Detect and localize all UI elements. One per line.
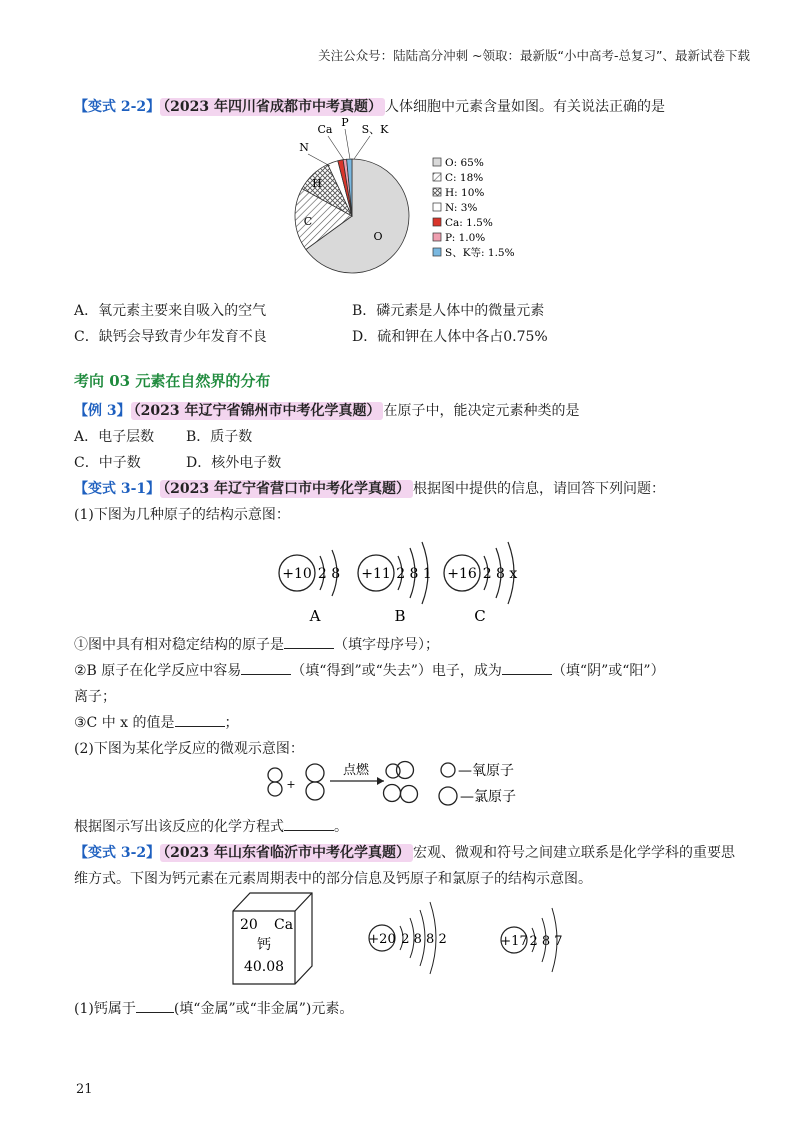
product-molecules <box>384 762 418 803</box>
pie-slice-label: N <box>299 141 309 154</box>
atom-b <box>358 542 432 625</box>
part-3-end: 。 <box>334 819 348 835</box>
legend-label: —氧原子 <box>458 763 514 779</box>
part-3-text: 根据图示写出该反应的化学方程式 <box>74 819 284 835</box>
element-symbol: Ca <box>274 917 294 933</box>
legend-swatch <box>433 158 441 166</box>
option-d: D．硫和钾在人体中各占0.75% <box>352 329 548 345</box>
option-a: A．氧元素主要来自吸入的空气 <box>74 303 267 319</box>
part-1-hint: (填“金属”或“非金属”)元素。 <box>173 1001 354 1017</box>
answer-blank[interactable] <box>175 713 225 727</box>
reactant-chlorine-molecule <box>306 764 324 800</box>
legend-swatch <box>433 188 441 196</box>
atom-a <box>279 550 340 625</box>
atom-c <box>444 542 517 625</box>
atom-structure-diagrams <box>270 528 550 628</box>
pie-slice-label: P <box>341 118 349 129</box>
option-d: D．核外电子数 <box>186 455 282 471</box>
nucleus-charge: +11 <box>361 566 391 582</box>
pie-slice-label: S、K <box>361 123 389 136</box>
pie-slice-label: H <box>312 177 322 190</box>
pie-slice-label: Ca <box>317 123 333 136</box>
question-tag: 【变式 3-2】 <box>74 845 161 861</box>
pie-slice-label: C <box>303 215 313 228</box>
nucleus-charge: +17 <box>500 934 528 949</box>
shell-electrons: 2 8 8 2 <box>401 932 447 947</box>
plus-sign: + <box>286 778 296 791</box>
arrow-head-icon <box>377 777 384 785</box>
option-c: C．中子数 <box>74 455 141 471</box>
part-3 <box>74 816 348 836</box>
question-text: 根据图中提供的信息，请回答下列问题： <box>413 481 666 497</box>
question-source: （2023 年辽宁省营口市中考化学真题） <box>160 480 413 498</box>
question-source: （2023 年山东省临沂市中考化学真题） <box>160 844 413 862</box>
section-title: 考向 03 元素在自然界的分布 <box>74 372 271 390</box>
legend-label: —氯原子 <box>460 789 516 805</box>
shell-electrons: 2 8 <box>317 566 341 582</box>
reactant-oxygen-molecule <box>268 768 282 796</box>
legend-entry: Ca: 1.5% <box>445 217 493 229</box>
reaction-micro-diagram <box>260 758 560 810</box>
legend-chlorine <box>439 787 516 805</box>
page-number: 21 <box>76 1082 93 1097</box>
periodic-table-cell-calcium <box>230 888 314 988</box>
atom-label: B <box>394 607 406 625</box>
atom-label: C <box>474 607 486 625</box>
answer-blank[interactable] <box>284 635 334 649</box>
answer-blank[interactable] <box>284 817 334 831</box>
question-text: 宏观、微观和符号之间建立联系是化学学科的重要思 <box>413 845 736 861</box>
legend-entry: H: 10% <box>445 187 485 199</box>
element-name: 钙 <box>257 937 271 953</box>
subquestion-text: ③C 中 x 的值是 <box>74 715 175 731</box>
page-header: 关注公众号：陆陆高分冲刺 ~领取：最新版“小中高考-总复习”、最新试卷下载 <box>318 48 750 63</box>
legend-oxygen <box>441 763 514 779</box>
calcium-atom-structure <box>362 888 472 988</box>
legend-entry: O: 65% <box>445 157 484 169</box>
part-2-intro: (2)下图为某化学反应的微观示意图： <box>74 741 304 757</box>
legend-swatch <box>433 218 441 226</box>
part-1-text: (1)钙属于 <box>74 1001 136 1017</box>
question-text: 在原子中，能决定元素种类的是 <box>383 403 580 419</box>
leader-line <box>354 136 370 159</box>
part-1-intro: (1)下图为几种原子的结构示意图： <box>74 507 290 523</box>
legend-swatch <box>433 203 441 211</box>
subquestion-3 <box>74 712 239 732</box>
subquestion-text: ①图中具有相对稳定结构的原子是 <box>74 637 284 653</box>
option-a: A．电子层数 <box>74 429 155 445</box>
question-source: （2023 年辽宁省锦州市中考化学真题） <box>131 402 384 420</box>
legend-entry: N: 3% <box>445 202 478 214</box>
question-source: （2023 年四川省成都市中考真题） <box>160 98 385 116</box>
chlorine-atom-structure <box>494 888 594 988</box>
legend-swatch <box>433 248 441 256</box>
question-3-1-stem <box>74 478 665 498</box>
nucleus-charge: +16 <box>447 566 477 582</box>
atomic-mass: 40.08 <box>243 959 285 975</box>
leader-line <box>328 136 344 160</box>
subquestion-hint: ； <box>224 715 239 731</box>
reaction-condition: 点燃 <box>342 763 370 778</box>
subquestion-hint: （填“阴”或“阳”） <box>551 663 665 679</box>
question-text: 人体细胞中元素含量如图。有关说法正确的是 <box>385 99 666 115</box>
element-content-pie-chart <box>270 118 530 298</box>
legend-swatch <box>433 233 441 241</box>
subquestion-text: ②B 原子在化学反应中容易 <box>74 663 242 679</box>
answer-blank[interactable] <box>502 661 552 675</box>
nucleus-charge: +10 <box>282 566 312 582</box>
subquestion-2 <box>74 660 665 680</box>
question-2-2-stem <box>74 96 665 116</box>
option-b: B．质子数 <box>186 429 253 445</box>
leader-line <box>308 154 330 166</box>
answer-blank[interactable] <box>241 661 291 675</box>
shell-electrons: 2 8 x <box>482 566 518 582</box>
question-3-2-stem <box>74 842 735 862</box>
subquestion-hint: （填“得到”或“失去”）电子，成为 <box>291 663 502 679</box>
legend-entry: P: 1.0% <box>445 232 486 244</box>
option-b: B．磷元素是人体中的微量元素 <box>352 303 545 319</box>
atom-label: A <box>309 607 321 625</box>
example-3-stem <box>74 400 579 420</box>
option-c: C．缺钙会导致青少年发育不良 <box>74 329 267 345</box>
shell-electrons: 2 8 1 <box>396 566 432 582</box>
shell-electrons: 2 8 7 <box>529 934 563 949</box>
leader-line <box>345 129 350 159</box>
nucleus-charge: +20 <box>368 932 396 947</box>
question-tag: 【变式 3-1】 <box>74 481 161 497</box>
legend-entry: S、K等: 1.5% <box>445 247 515 259</box>
question-3-2-stem-cont: 维方式。下图为钙元素在元素周期表中的部分信息及钙原子和氯原子的结构示意图。 <box>74 871 592 887</box>
legend-swatch <box>433 173 441 181</box>
answer-blank[interactable] <box>136 999 174 1013</box>
atomic-number: 20 <box>240 917 258 933</box>
subquestion-hint: （填字母序号）； <box>334 637 439 653</box>
question-tag: 【变式 2-2】 <box>74 99 161 115</box>
question-tag: 【例 3】 <box>74 403 131 419</box>
subquestion-1 <box>74 634 439 654</box>
subquestion-2-cont: 离子； <box>74 689 116 705</box>
question-3-2-part-1 <box>74 998 353 1018</box>
pie-slice-label: O <box>373 230 383 243</box>
legend-entry: C: 18% <box>445 172 484 184</box>
